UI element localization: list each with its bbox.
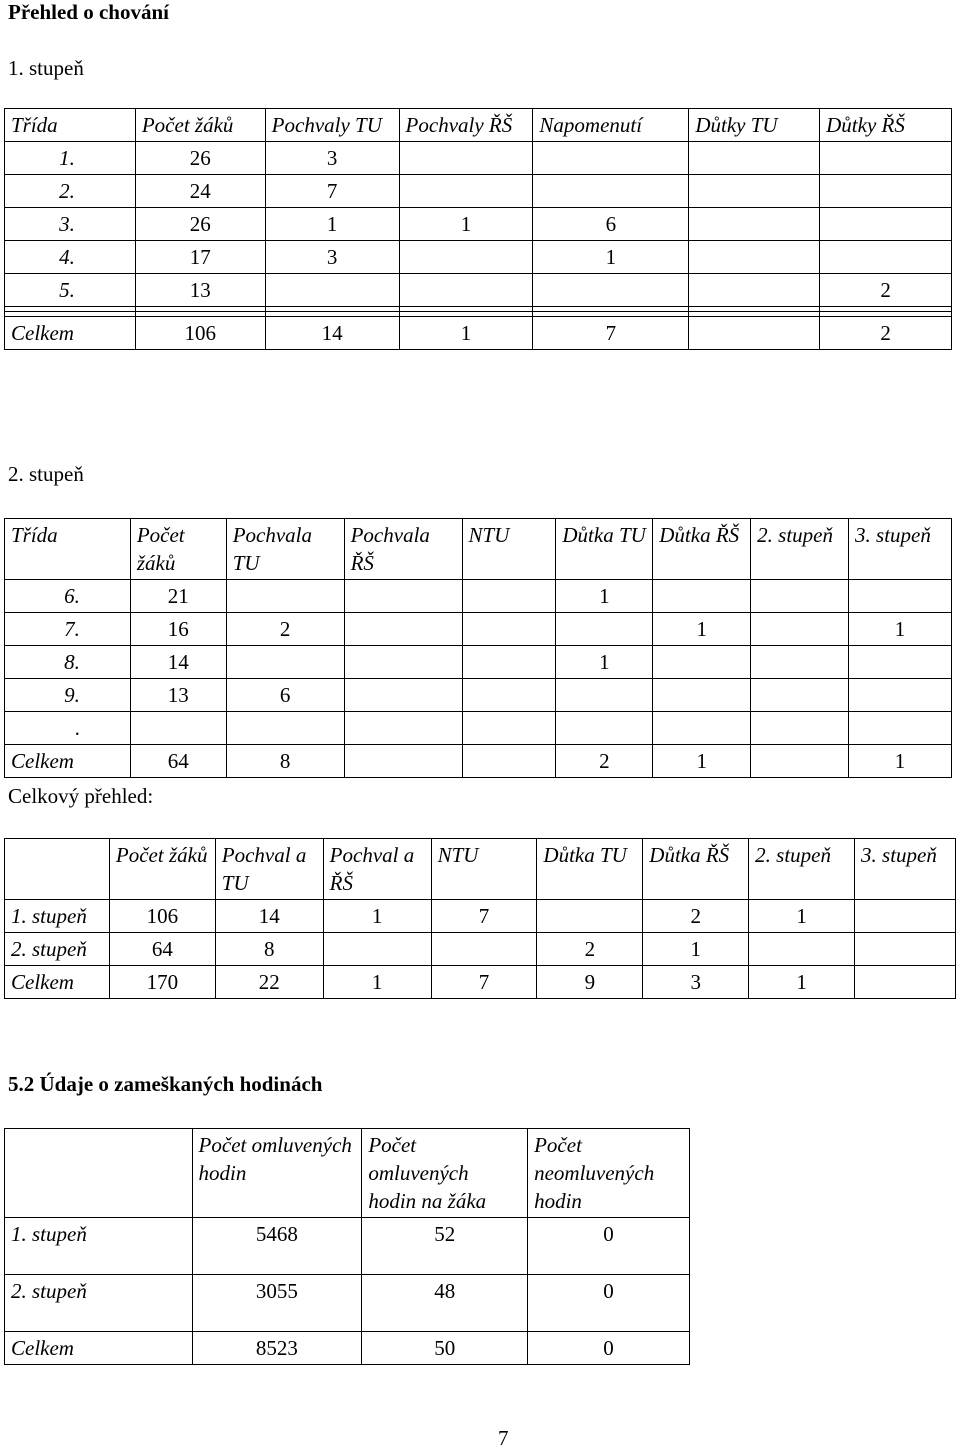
header-cell: Počet omluvených hodin na žáka: [362, 1129, 528, 1218]
cell: 9.: [5, 679, 131, 712]
table-row: [5, 142, 952, 175]
cell: 6: [533, 208, 689, 241]
cell: [653, 580, 751, 613]
cell: 1: [533, 241, 689, 274]
table-row: [5, 712, 952, 745]
cell: 1: [849, 613, 952, 646]
header-cell: Důtky ŘŠ: [820, 109, 952, 142]
table-row: [5, 274, 952, 307]
cell: 14: [265, 317, 399, 350]
cell: [323, 933, 431, 966]
cell: [462, 580, 556, 613]
cell: [533, 274, 689, 307]
cell: 1: [653, 613, 751, 646]
cell: Celkem: [5, 966, 110, 999]
header-cell: Důtka ŘŠ: [643, 839, 749, 900]
cell: [849, 646, 952, 679]
cell: [751, 580, 849, 613]
cell: 26: [135, 142, 265, 175]
cell: [849, 679, 952, 712]
header-cell: 2. stupeň: [751, 519, 849, 580]
cell: [689, 317, 820, 350]
behavior-table-2nd-grade: [4, 518, 952, 778]
cell: [462, 712, 556, 745]
cell: [556, 613, 653, 646]
cell: 1: [749, 900, 855, 933]
cell: [462, 646, 556, 679]
table-row-total: [5, 966, 956, 999]
cell: [462, 613, 556, 646]
cell: [653, 646, 751, 679]
header-cell: Počet omluvených hodin: [192, 1129, 362, 1218]
header-cell: Počet neomluvených hodin: [528, 1129, 690, 1218]
cell: 7: [431, 900, 537, 933]
cell: [556, 679, 653, 712]
cell: 2.: [5, 175, 136, 208]
table-row: [5, 679, 952, 712]
cell: 8523: [192, 1332, 362, 1365]
cell: 1. stupeň: [5, 1218, 193, 1275]
absence-table: [4, 1128, 690, 1365]
cell: [689, 274, 820, 307]
header-cell: NTU: [462, 519, 556, 580]
table-row-total: [5, 317, 952, 350]
cell: [689, 175, 820, 208]
table-row: [5, 208, 952, 241]
header-cell: NTU: [431, 839, 537, 900]
cell: 17: [135, 241, 265, 274]
cell: 1: [323, 900, 431, 933]
table-row: [5, 646, 952, 679]
cell: 13: [130, 679, 226, 712]
cell: [130, 712, 226, 745]
cell: [849, 580, 952, 613]
cell: [344, 613, 462, 646]
cell: [855, 900, 956, 933]
header-cell: 2. stupeň: [749, 839, 855, 900]
table-row-total: [5, 745, 952, 778]
cell: 2: [556, 745, 653, 778]
page-number: 7: [498, 1426, 509, 1450]
cell: 1: [399, 317, 533, 350]
cell: 7: [533, 317, 689, 350]
table-row: [5, 1218, 690, 1275]
cell: [855, 933, 956, 966]
cell: 2. stupeň: [5, 933, 110, 966]
cell: 2: [226, 613, 344, 646]
cell: [344, 712, 462, 745]
header-cell: 3. stupeň: [849, 519, 952, 580]
page-heading: Přehled o chování: [8, 0, 169, 24]
cell: 2: [643, 900, 749, 933]
cell: 9: [537, 966, 643, 999]
table-header-row: [5, 1129, 690, 1218]
cell: [344, 745, 462, 778]
cell: 14: [215, 900, 323, 933]
table-row: [5, 613, 952, 646]
cell: 2. stupeň: [5, 1275, 193, 1332]
cell: [689, 208, 820, 241]
cell: 16: [130, 613, 226, 646]
cell: [399, 175, 533, 208]
cell: [399, 142, 533, 175]
cell: 2: [820, 274, 952, 307]
cell: [820, 142, 952, 175]
cell: [226, 712, 344, 745]
cell: [226, 580, 344, 613]
overview-title: Celkový přehled:: [8, 784, 154, 808]
table-row: [5, 933, 956, 966]
cell: 3: [643, 966, 749, 999]
cell: 3: [265, 241, 399, 274]
cell: 8.: [5, 646, 131, 679]
cell: [399, 241, 533, 274]
cell: 21: [130, 580, 226, 613]
cell: 3.: [5, 208, 136, 241]
cell: [533, 142, 689, 175]
cell: 106: [135, 317, 265, 350]
header-cell: Pochvala ŘŠ: [344, 519, 462, 580]
cell: 1. stupeň: [5, 900, 110, 933]
cell: 1: [749, 966, 855, 999]
cell: [820, 175, 952, 208]
cell: [751, 646, 849, 679]
cell: [265, 274, 399, 307]
header-cell: [5, 839, 110, 900]
header-cell: Počet žáků: [109, 839, 215, 900]
cell: Celkem: [5, 1332, 193, 1365]
header-cell: Důtka ŘŠ: [653, 519, 751, 580]
header-cell: Napomenutí: [533, 109, 689, 142]
cell: [653, 679, 751, 712]
cell: 7.: [5, 613, 131, 646]
header-cell: Důtka TU: [537, 839, 643, 900]
cell: 8: [226, 745, 344, 778]
header-cell: Třída: [5, 519, 131, 580]
cell: [751, 679, 849, 712]
cell: 0: [528, 1218, 690, 1275]
cell: 22: [215, 966, 323, 999]
behavior-table-1st-grade: [4, 108, 952, 350]
cell: [653, 712, 751, 745]
cell: 6.: [5, 580, 131, 613]
cell: 6: [226, 679, 344, 712]
cell: 3: [265, 142, 399, 175]
cell: [462, 745, 556, 778]
table-row: [5, 1275, 690, 1332]
cell: 13: [135, 274, 265, 307]
cell: Celkem: [5, 745, 131, 778]
table-row: [5, 900, 956, 933]
cell: 1.: [5, 142, 136, 175]
table-row: [5, 580, 952, 613]
cell: [533, 175, 689, 208]
header-cell: Počet žáků: [135, 109, 265, 142]
cell: 2: [820, 317, 952, 350]
cell: 1: [556, 646, 653, 679]
cell: [820, 241, 952, 274]
cell: [751, 745, 849, 778]
header-cell: Pochvala TU: [226, 519, 344, 580]
cell: [689, 241, 820, 274]
cell: 2: [537, 933, 643, 966]
header-cell: Důtky TU: [689, 109, 820, 142]
cell: 24: [135, 175, 265, 208]
cell: 170: [109, 966, 215, 999]
cell: 26: [135, 208, 265, 241]
cell: 7: [431, 966, 537, 999]
header-cell: 3. stupeň: [855, 839, 956, 900]
table-header-row: [5, 109, 952, 142]
section-title-1st-grade: 1. stupeň: [8, 56, 84, 80]
cell: [344, 679, 462, 712]
cell: [751, 712, 849, 745]
section-title-2nd-grade: 2. stupeň: [8, 462, 84, 486]
table-row: [5, 241, 952, 274]
cell: 52: [362, 1218, 528, 1275]
header-cell: Pochval a TU: [215, 839, 323, 900]
cell: 14: [130, 646, 226, 679]
cell: 0: [528, 1275, 690, 1332]
table-row: [5, 175, 952, 208]
cell: 1: [323, 966, 431, 999]
cell: [344, 646, 462, 679]
table-header-row: [5, 839, 956, 900]
table-header-row: [5, 519, 952, 580]
cell: [537, 900, 643, 933]
cell: 50: [362, 1332, 528, 1365]
cell: [462, 679, 556, 712]
header-cell: [5, 1129, 193, 1218]
cell: [226, 646, 344, 679]
cell: 5.: [5, 274, 136, 307]
cell: [556, 712, 653, 745]
cell: Celkem: [5, 317, 136, 350]
cell: 8: [215, 933, 323, 966]
header-cell: Třída: [5, 109, 136, 142]
cell: 1: [849, 745, 952, 778]
cell: [820, 208, 952, 241]
cell: [751, 613, 849, 646]
cell: [344, 580, 462, 613]
cell: 1: [399, 208, 533, 241]
cell: 1: [653, 745, 751, 778]
cell: [849, 712, 952, 745]
cell: [855, 966, 956, 999]
header-cell: Počet žáků: [130, 519, 226, 580]
table-row-total: [5, 1332, 690, 1365]
cell: 64: [109, 933, 215, 966]
behavior-overview-table: [4, 838, 956, 999]
cell: 1: [265, 208, 399, 241]
cell: 4.: [5, 241, 136, 274]
cell: 1: [556, 580, 653, 613]
header-cell: Pochvaly ŘŠ: [399, 109, 533, 142]
cell: 64: [130, 745, 226, 778]
header-cell: Důtka TU: [556, 519, 653, 580]
cell: [749, 933, 855, 966]
cell: [431, 933, 537, 966]
absence-section-title: 5.2 Údaje o zameškaných hodinách: [8, 1072, 323, 1096]
header-cell: Pochvaly TU: [265, 109, 399, 142]
cell: 0: [528, 1332, 690, 1365]
cell: .: [5, 712, 131, 745]
cell: 3055: [192, 1275, 362, 1332]
cell: 7: [265, 175, 399, 208]
cell: [689, 142, 820, 175]
cell: 48: [362, 1275, 528, 1332]
cell: [399, 274, 533, 307]
header-cell: Pochval a ŘŠ: [323, 839, 431, 900]
cell: 5468: [192, 1218, 362, 1275]
cell: 1: [643, 933, 749, 966]
cell: 106: [109, 900, 215, 933]
